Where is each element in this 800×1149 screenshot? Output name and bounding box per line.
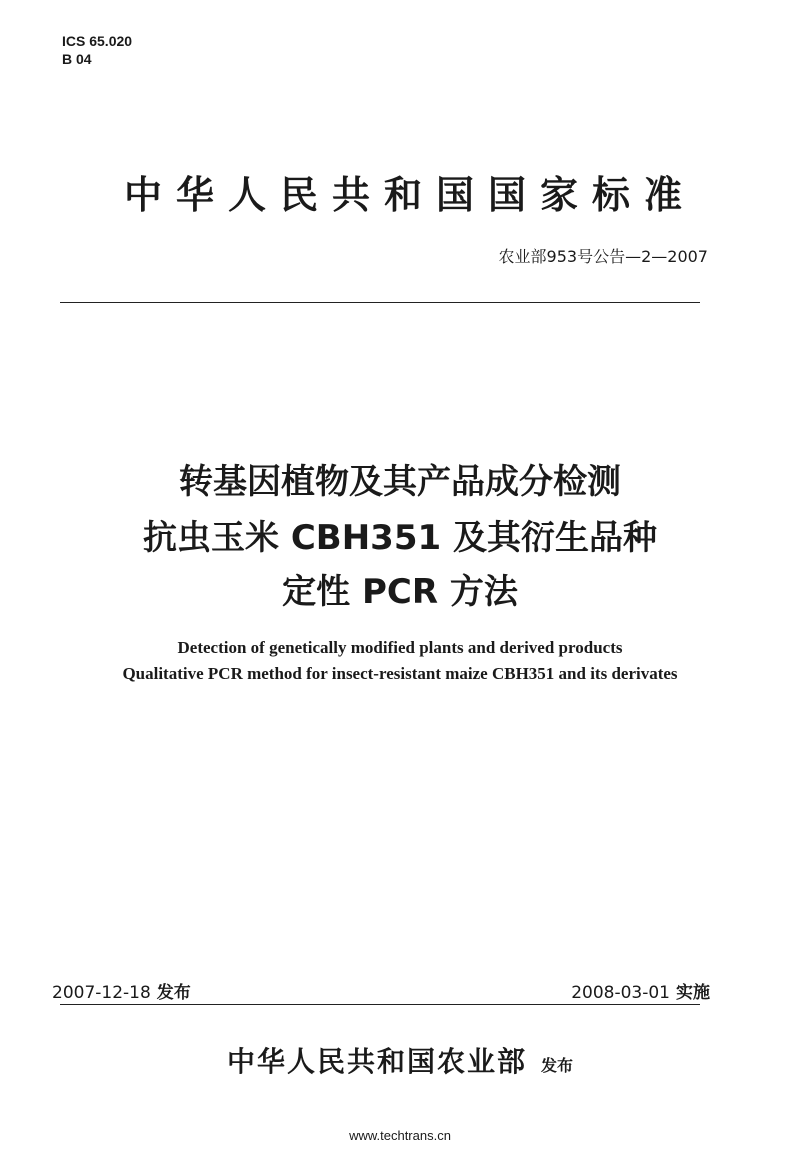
title-cn-line3: 定性 PCR 方法 <box>282 572 518 612</box>
footer-divider <box>60 1004 700 1005</box>
document-number: 农业部953号公告—2—2007 <box>498 247 708 266</box>
publisher <box>0 1040 800 1080</box>
header-divider <box>60 302 700 303</box>
implement-date-value: 2008-03-01 <box>571 983 670 1003</box>
implement-date <box>571 978 710 1003</box>
issue-date-value: 2007-12-18 <box>52 983 151 1003</box>
ics-code: ICS 65.020 <box>62 33 133 49</box>
title-en-line1: Detection of genetically modified plants and derived products <box>177 638 623 657</box>
publisher-label: 发布 <box>541 1056 574 1075</box>
implement-date-label: 实施 <box>676 983 710 1003</box>
publisher-name: 中华人民共和国农业部 <box>226 1045 527 1078</box>
website-link[interactable]: www.techtrans.cn <box>349 1128 451 1143</box>
classification-codes <box>62 32 132 68</box>
issue-date <box>52 978 191 1003</box>
ccs-code: B 04 <box>62 51 92 67</box>
title-en-line2: Qualitative PCR method for insect-resistant maize CBH351 and its derivates <box>122 664 678 683</box>
title-cn-line1: 转基因植物及其产品成分检测 <box>179 462 621 502</box>
issue-date-label: 发布 <box>156 983 191 1003</box>
issuer-title: 中华人民共和国国家标准 <box>123 173 696 217</box>
title-cn-line2: 抗虫玉米 CBH351 及其衍生品种 <box>143 518 657 558</box>
